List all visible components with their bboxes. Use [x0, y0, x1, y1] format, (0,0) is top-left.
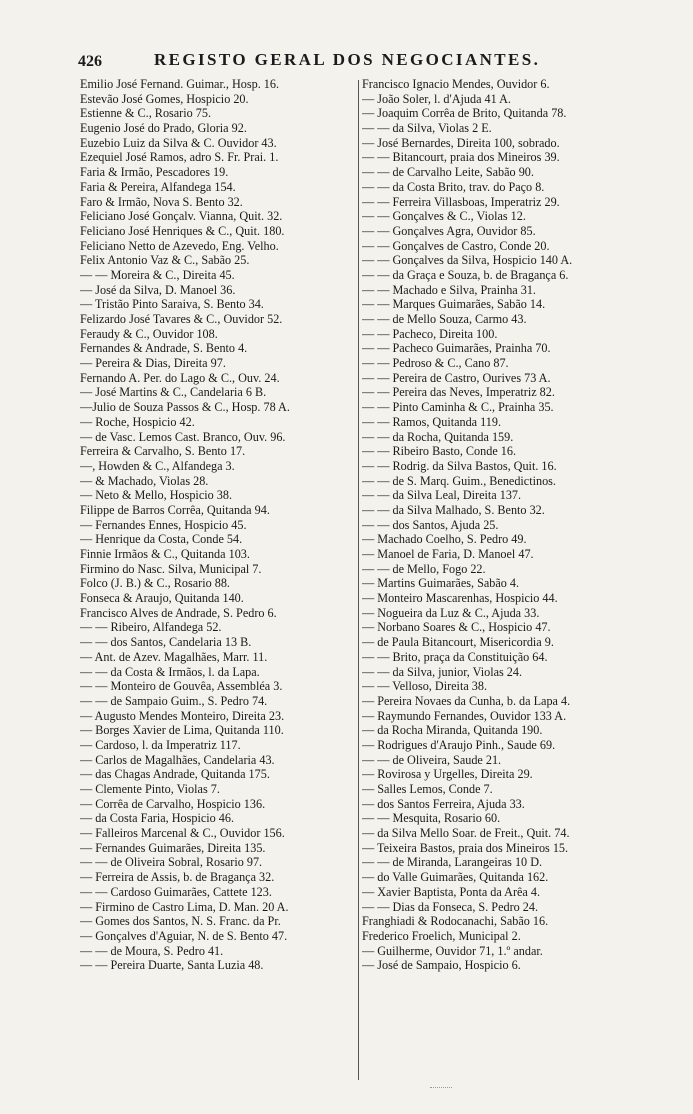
register-entry: — do Valle Guimarães, Quitanda 162. [362, 870, 549, 885]
register-entry: — — da Rocha, Quitanda 159. [362, 429, 514, 444]
register-entry: — — da Silva Leal, Direita 137. [362, 488, 522, 503]
register-entry: — da Silva Mello Soar. de Freit., Quit. 74. [362, 826, 570, 841]
register-entry: — — da Silva, junior, Violas 24. [362, 664, 523, 679]
register-entry: — Tristão Pinto Saraiva, S. Bento 34. [80, 297, 264, 312]
register-entry: — — Ferreira Villasboas, Imperatriz 29. [362, 194, 560, 209]
register-entry: — — Velloso, Direita 38. [362, 679, 488, 694]
register-entry: — — Machado e Silva, Prainha 31. [362, 282, 536, 297]
register-entry: Felix Antonio Vaz & C., Sabão 25. [80, 253, 250, 268]
register-entry: — — Pedroso & C., Cano 87. [362, 356, 509, 371]
register-entry: Folco (J. B.) & C., Rosario 88. [80, 576, 230, 591]
register-entry: — Falleiros Marcenal & C., Ouvidor 156. [80, 826, 285, 841]
register-entry: — — Bitancourt, praia dos Mineiros 39. [362, 150, 560, 165]
register-entry: — Machado Coelho, S. Pedro 49. [362, 532, 527, 547]
register-entry: — — Gonçalves & C., Violas 12. [362, 209, 526, 224]
register-entry: — Fernandes Ennes, Hospicio 45. [80, 517, 247, 532]
register-entry: Fernando A. Per. do Lago & C., Ouv. 24. [80, 370, 280, 385]
register-entry: — — de Mello Souza, Carmo 43. [362, 312, 527, 326]
register-entry: Estevão José Gomes, Hospicio 20. [80, 91, 249, 106]
register-entry: — — da Costa & Irmãos, l. da Lapa. [80, 664, 260, 679]
register-entry: — Ferreira de Assis, b. de Bragança 32. [80, 870, 275, 885]
register-entry: — Salles Lemos, Conde 7. [362, 782, 493, 796]
register-entry: — João Soler, l. d'Ajuda 41 A. [362, 91, 511, 106]
register-entry: — — Pinto Caminha & C., Prainha 35. [362, 400, 554, 415]
register-entry: — Clemente Pinto, Violas 7. [80, 782, 220, 796]
register-entry: Euzebio Luiz da Silva & C. Ouvidor 43. [80, 135, 277, 150]
register-entry: — Gonçalves d'Aguiar, N. de S. Bento 47. [80, 928, 288, 943]
register-entry: Franghiadi & Rodocanachi, Sabão 16. [362, 914, 549, 929]
register-entry: Firmino do Nasc. Silva, Municipal 7. [80, 561, 262, 576]
ink-smudge [430, 1087, 452, 1096]
register-entry: — das Chagas Andrade, Quitanda 175. [80, 767, 270, 782]
register-entry: — de Paula Bitancourt, Misericordia 9. [362, 635, 554, 650]
register-entry: Feliciano José Gonçalv. Vianna, Quit. 32. [80, 209, 283, 224]
register-entry: — Neto & Mello, Hospicio 38. [80, 488, 232, 503]
register-entry: — da Costa Faria, Hospicio 46. [80, 811, 235, 826]
register-entry: Emilio José Fernand. Guimar., Hosp. 16. [80, 77, 280, 91]
register-entry: — — de S. Marq. Guim., Benedictinos. [362, 473, 556, 488]
register-entry: —Julio de Souza Passos & C., Hosp. 78 A. [80, 400, 290, 415]
register-entry: Faria & Pereira, Alfandega 154. [80, 179, 236, 194]
register-entry: — José de Sampaio, Hospicio 6. [362, 958, 521, 973]
register-entry: Eugenio José do Prado, Gloria 92. [80, 121, 247, 136]
right-column [362, 77, 652, 973]
register-entry: Feliciano Netto de Azevedo, Eng. Velho. [80, 238, 279, 253]
register-entry: — José da Silva, D. Manoel 36. [80, 282, 236, 297]
register-entry: — — Ribeiro, Alfandega 52. [80, 620, 222, 635]
register-entry: — — da Graça e Souza, b. de Bragança 6. [362, 267, 569, 282]
register-entry: Faro & Irmão, Nova S. Bento 32. [80, 194, 243, 209]
register-entry: — — da Silva Malhado, S. Bento 32. [362, 502, 545, 517]
register-entry: — Augusto Mendes Monteiro, Direita 23. [80, 708, 285, 723]
register-entry: — Rodrigues d'Araujo Pinh., Saude 69. [362, 737, 556, 752]
register-entry: — & Machado, Violas 28. [80, 473, 209, 488]
register-entry: — Ant. de Azev. Magalhães, Marr. 11. [80, 649, 268, 664]
register-entry: — Norbano Soares & C., Hospicio 47. [362, 620, 551, 635]
register-entry: — — Moreira & C., Direita 45. [80, 267, 235, 282]
register-entry: — Fernandes Guimarães, Direita 135. [80, 840, 266, 855]
register-entry: — — de Moura, S. Pedro 41. [80, 943, 224, 958]
register-entry: — Carlos de Magalhães, Candelaria 43. [80, 752, 275, 767]
register-entry: — — de Mello, Fogo 22. [362, 561, 486, 576]
register-entry: Fernandes & Andrade, S. Bento 4. [80, 341, 248, 356]
register-entry: — — Pereira das Neves, Imperatriz 82. [362, 385, 555, 400]
register-entry: — Joaquim Corrêa de Brito, Quitanda 78. [362, 106, 567, 121]
register-entry: — — de Miranda, Larangeiras 10 D. [362, 855, 543, 870]
register-entry: — — Pacheco Guimarães, Prainha 70. [362, 341, 551, 356]
register-entry: — — de Carvalho Leite, Sabão 90. [362, 165, 534, 180]
register-entry: — — Gonçalves da Silva, Hospicio 140 A. [362, 253, 573, 268]
register-entry: — José Bernardes, Direita 100, sobrado. [362, 135, 560, 150]
page-number: 426 [78, 53, 102, 70]
register-entry: Felizardo José Tavares & C., Ouvidor 52. [80, 312, 283, 326]
register-entry: Feliciano José Henriques & C., Quit. 180. [80, 223, 285, 238]
register-entry: — — Dias da Fonseca, S. Pedro 24. [362, 899, 539, 914]
register-entry: Fonseca & Araujo, Quitanda 140. [80, 591, 244, 606]
register-entry: — — da Costa Brito, trav. do Paço 8. [362, 179, 545, 194]
register-entry: — Corrêa de Carvalho, Hospicio 136. [80, 796, 266, 811]
register-entry: — dos Santos Ferreira, Ajuda 33. [362, 796, 525, 811]
register-entry: — Teixeira Bastos, praia dos Mineiros 15. [362, 840, 569, 855]
left-column [80, 77, 370, 973]
register-entry: — — Gonçalves Agra, Ouvidor 85. [362, 223, 536, 238]
register-entry: — Xavier Baptista, Ponta da Arêa 4. [362, 884, 541, 899]
register-entry: Frederico Froelich, Municipal 2. [362, 928, 521, 943]
register-entry: — Manoel de Faria, D. Manoel 47. [362, 547, 534, 561]
register-entry: — Rovirosa y Urgelles, Direita 29. [362, 767, 533, 782]
register-entry: — Henrique da Costa, Conde 54. [80, 532, 243, 547]
register-entry: — — Pereira Duarte, Santa Luzia 48. [80, 958, 264, 973]
register-entry: — da Rocha Miranda, Quitanda 190. [362, 723, 543, 738]
register-entry: — — Monteiro de Gouvêa, Assembléa 3. [80, 679, 283, 694]
register-entry: — — Pacheco, Direita 100. [362, 326, 498, 341]
register-entry: — — de Sampaio Guim., S. Pedro 74. [80, 693, 268, 708]
register-entry: — Pereira Novaes da Cunha, b. da Lapa 4. [362, 693, 571, 708]
register-entry: — — Pereira de Castro, Ourives 73 A. [362, 370, 551, 385]
register-entry: — — dos Santos, Candelaria 13 B. [80, 635, 252, 650]
register-entry: Francisco Ignacio Mendes, Ouvidor 6. [362, 77, 550, 91]
register-entry: — José Martins & C., Candelaria 6 B. [80, 385, 267, 400]
register-entry: — Nogueira da Luz & C., Ajuda 33. [362, 605, 540, 620]
register-entry: Finnie Irmãos & C., Quitanda 103. [80, 547, 250, 561]
register-entry: Ferreira & Carvalho, S. Bento 17. [80, 444, 246, 459]
register-entry: — — dos Santos, Ajuda 25. [362, 517, 499, 532]
register-entry: — — de Oliveira, Saude 21. [362, 752, 502, 767]
register-entry: — — Cardoso Guimarães, Cattete 123. [80, 884, 272, 899]
register-entry: Ezequiel José Ramos, adro S. Fr. Prai. 1. [80, 150, 279, 165]
register-entry: — Pereira & Dias, Direita 97. [80, 356, 226, 371]
register-entry: Faria & Irmão, Pescadores 19. [80, 165, 229, 180]
register-entry: — Gomes dos Santos, N. S. Franc. da Pr. [80, 914, 281, 929]
register-entry: — — Marques Guimarães, Sabão 14. [362, 297, 546, 312]
page-header [78, 50, 623, 76]
register-entry: — — Ramos, Quitanda 119. [362, 414, 502, 429]
register-entry: — Guilherme, Ouvidor 71, 1.º andar. [362, 943, 543, 958]
register-entry: Filippe de Barros Corrêa, Quitanda 94. [80, 502, 270, 517]
register-entry: Feraudy & C., Ouvidor 108. [80, 326, 218, 341]
register-entry: — Monteiro Mascarenhas, Hospicio 44. [362, 591, 558, 606]
register-entry: — — Mesquita, Rosario 60. [362, 811, 501, 826]
register-entry: — — de Oliveira Sobral, Rosario 97. [80, 855, 263, 870]
register-entry: — Martins Guimarães, Sabão 4. [362, 576, 520, 591]
register-entry: —, Howden & C., Alfandega 3. [80, 458, 235, 473]
register-entry: — Firmino de Castro Lima, D. Man. 20 A. [80, 899, 289, 914]
register-entry: — — da Silva, Violas 2 E. [362, 121, 492, 136]
register-entry: — Cardoso, l. da Imperatriz 117. [80, 737, 241, 752]
register-entry: — Roche, Hospicio 42. [80, 414, 195, 429]
register-entry: — de Vasc. Lemos Cast. Branco, Ouv. 96. [80, 429, 286, 444]
register-entry: — Raymundo Fernandes, Ouvidor 133 A. [362, 708, 567, 723]
page-title: REGISTO GERAL DOS NEGOCIANTES. [154, 50, 541, 69]
register-entry: — Borges Xavier de Lima, Quitanda 110. [80, 723, 284, 738]
register-entry: — — Brito, praça da Constituição 64. [362, 649, 548, 664]
register-entry: Estienne & C., Rosario 75. [80, 106, 212, 121]
register-entry: — — Ribeiro Basto, Conde 16. [362, 444, 517, 459]
register-entry: — — Rodrig. da Silva Bastos, Quit. 16. [362, 458, 557, 473]
register-entry: — — Gonçalves de Castro, Conde 20. [362, 238, 550, 253]
register-entry: Francisco Alves de Andrade, S. Pedro 6. [80, 605, 277, 620]
